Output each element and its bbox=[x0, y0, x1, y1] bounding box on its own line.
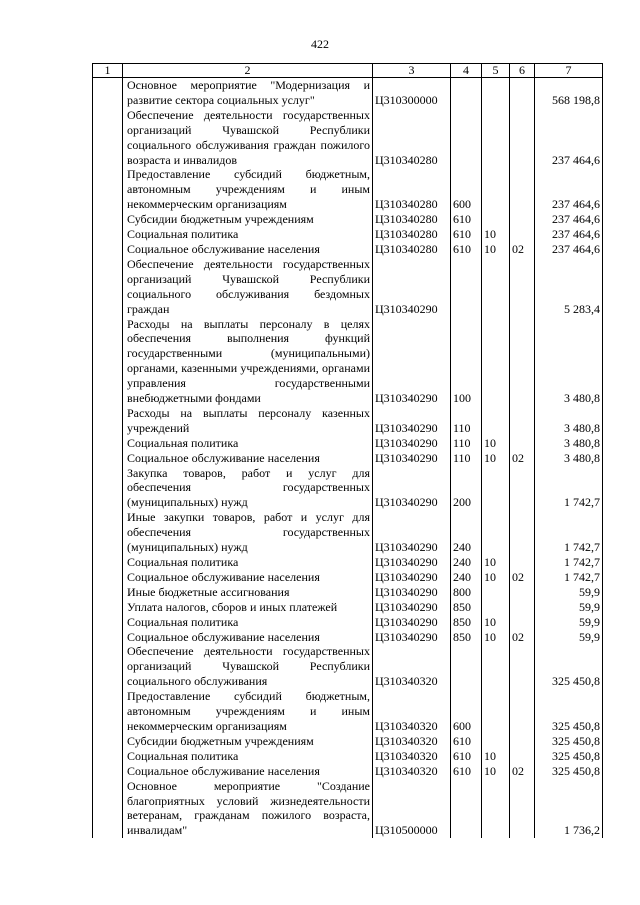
target-article-code: Ц310340290 bbox=[373, 406, 451, 436]
section-code bbox=[482, 466, 510, 511]
amount: 1 742,7 bbox=[535, 555, 603, 570]
row-number-cell bbox=[93, 630, 123, 645]
amount: 5 283,4 bbox=[535, 257, 603, 317]
expense-type-code: 110 bbox=[451, 451, 482, 466]
target-article-code: Ц310340320 bbox=[373, 689, 451, 734]
expense-name: Социальное обслуживание населения bbox=[123, 630, 373, 645]
amount: 325 450,8 bbox=[535, 734, 603, 749]
expense-type-code: 610 bbox=[451, 242, 482, 257]
column-number: 1 bbox=[93, 64, 123, 78]
subsection-code: 02 bbox=[510, 451, 535, 466]
section-code: 10 bbox=[482, 436, 510, 451]
row-number-cell bbox=[93, 406, 123, 436]
table-row bbox=[93, 764, 603, 779]
column-number: 2 bbox=[123, 64, 373, 78]
amount: 325 450,8 bbox=[535, 764, 603, 779]
subsection-code bbox=[510, 555, 535, 570]
expense-name: Социальная политика bbox=[123, 436, 373, 451]
subsection-code bbox=[510, 615, 535, 630]
section-code: 10 bbox=[482, 749, 510, 764]
expense-name: Иные бюджетные ассигнования bbox=[123, 585, 373, 600]
subsection-code bbox=[510, 689, 535, 734]
target-article-code: Ц310340280 bbox=[373, 108, 451, 168]
table-body bbox=[93, 78, 603, 839]
section-code bbox=[482, 78, 510, 108]
target-article-code: Ц310340280 bbox=[373, 167, 451, 212]
expense-type-code bbox=[451, 108, 482, 168]
section-code bbox=[482, 644, 510, 689]
row-number-cell bbox=[93, 227, 123, 242]
table-row bbox=[93, 615, 603, 630]
expense-name: Социальное обслуживание населения bbox=[123, 451, 373, 466]
amount: 237 464,6 bbox=[535, 227, 603, 242]
row-number-cell bbox=[93, 242, 123, 257]
amount: 59,9 bbox=[535, 585, 603, 600]
table-row bbox=[93, 555, 603, 570]
target-article-code: Ц310340290 bbox=[373, 555, 451, 570]
expense-type-code: 110 bbox=[451, 436, 482, 451]
expense-name: Обеспечение деятельности государственных организаций Чувашской Республики социального обслуживания бездомных граждан bbox=[123, 257, 373, 317]
expense-type-code: 610 bbox=[451, 764, 482, 779]
amount: 3 480,8 bbox=[535, 436, 603, 451]
section-code bbox=[482, 734, 510, 749]
target-article-code: Ц310340280 bbox=[373, 242, 451, 257]
amount: 237 464,6 bbox=[535, 242, 603, 257]
expense-type-code: 100 bbox=[451, 317, 482, 406]
section-code: 10 bbox=[482, 630, 510, 645]
table-row bbox=[93, 466, 603, 511]
amount: 237 464,6 bbox=[535, 108, 603, 168]
amount: 59,9 bbox=[535, 600, 603, 615]
subsection-code: 02 bbox=[510, 630, 535, 645]
expense-type-code: 240 bbox=[451, 555, 482, 570]
row-number-cell bbox=[93, 257, 123, 317]
expense-type-code: 600 bbox=[451, 167, 482, 212]
section-code: 10 bbox=[482, 227, 510, 242]
row-number-cell bbox=[93, 779, 123, 839]
subsection-code bbox=[510, 406, 535, 436]
row-number-cell bbox=[93, 451, 123, 466]
amount: 1 742,7 bbox=[535, 510, 603, 555]
section-code bbox=[482, 257, 510, 317]
expense-name: Основное мероприятие "Модернизация и развитие сектора социальных услуг" bbox=[123, 78, 373, 108]
table-row bbox=[93, 749, 603, 764]
target-article-code: Ц310340290 bbox=[373, 257, 451, 317]
target-article-code: Ц310340290 bbox=[373, 615, 451, 630]
expense-type-code: 110 bbox=[451, 406, 482, 436]
target-article-code: Ц310340290 bbox=[373, 510, 451, 555]
subsection-code bbox=[510, 257, 535, 317]
expense-type-code: 200 bbox=[451, 466, 482, 511]
expense-name: Субсидии бюджетным учреждениям bbox=[123, 212, 373, 227]
amount: 325 450,8 bbox=[535, 689, 603, 734]
table-row bbox=[93, 167, 603, 212]
subsection-code bbox=[510, 167, 535, 212]
subsection-code bbox=[510, 227, 535, 242]
subsection-code bbox=[510, 734, 535, 749]
amount: 3 480,8 bbox=[535, 406, 603, 436]
section-code: 10 bbox=[482, 555, 510, 570]
target-article-code: Ц310300000 bbox=[373, 78, 451, 108]
target-article-code: Ц310340320 bbox=[373, 734, 451, 749]
target-article-code: Ц310340320 bbox=[373, 764, 451, 779]
table-row bbox=[93, 406, 603, 436]
row-number-cell bbox=[93, 108, 123, 168]
table-row bbox=[93, 570, 603, 585]
expense-name: Обеспечение деятельности государственных организаций Чувашской Республики социального обслуживания bbox=[123, 644, 373, 689]
expense-name: Расходы на выплаты персоналу казенных учреждений bbox=[123, 406, 373, 436]
target-article-code: Ц310340290 bbox=[373, 451, 451, 466]
expense-name: Социальное обслуживание населения bbox=[123, 764, 373, 779]
expense-type-code bbox=[451, 779, 482, 839]
table-row bbox=[93, 227, 603, 242]
row-number-cell bbox=[93, 600, 123, 615]
column-number: 6 bbox=[510, 64, 535, 78]
table-row bbox=[93, 630, 603, 645]
section-code: 10 bbox=[482, 242, 510, 257]
subsection-code bbox=[510, 436, 535, 451]
expense-type-code: 610 bbox=[451, 734, 482, 749]
table-row bbox=[93, 779, 603, 839]
amount: 1 736,2 bbox=[535, 779, 603, 839]
expense-name: Основное мероприятие "Создание благоприятных условий жизнедеятельности ветеранам, гражданам пожилого возраста, инвалидам" bbox=[123, 779, 373, 839]
row-number-cell bbox=[93, 734, 123, 749]
table-row bbox=[93, 600, 603, 615]
table-row bbox=[93, 78, 603, 108]
expense-name: Закупка товаров, работ и услуг для обеспечения государственных (муниципальных) нужд bbox=[123, 466, 373, 511]
amount: 237 464,6 bbox=[535, 212, 603, 227]
expense-type-code: 240 bbox=[451, 510, 482, 555]
row-number-cell bbox=[93, 615, 123, 630]
row-number-cell bbox=[93, 510, 123, 555]
expense-name: Предоставление субсидий бюджетным, автономным учреждениям и иным некоммерческим организациям bbox=[123, 167, 373, 212]
amount: 237 464,6 bbox=[535, 167, 603, 212]
target-article-code: Ц310340290 bbox=[373, 317, 451, 406]
target-article-code: Ц310500000 bbox=[373, 779, 451, 839]
subsection-code: 02 bbox=[510, 764, 535, 779]
section-code: 10 bbox=[482, 570, 510, 585]
expense-type-code: 850 bbox=[451, 600, 482, 615]
expense-type-code: 850 bbox=[451, 615, 482, 630]
table-row bbox=[93, 242, 603, 257]
target-article-code: Ц310340280 bbox=[373, 212, 451, 227]
table-row bbox=[93, 212, 603, 227]
expense-name: Предоставление субсидий бюджетным, автономным учреждениям и иным некоммерческим организациям bbox=[123, 689, 373, 734]
section-code: 10 bbox=[482, 451, 510, 466]
row-number-cell bbox=[93, 167, 123, 212]
expense-type-code bbox=[451, 257, 482, 317]
amount: 3 480,8 bbox=[535, 451, 603, 466]
table-row bbox=[93, 644, 603, 689]
row-number-cell bbox=[93, 585, 123, 600]
subsection-code bbox=[510, 78, 535, 108]
column-number-row bbox=[93, 64, 603, 78]
row-number-cell bbox=[93, 78, 123, 108]
expense-name: Обеспечение деятельности государственных организаций Чувашской Республики социального обслуживания граждан пожилого возраста и инвалидов bbox=[123, 108, 373, 168]
target-article-code: Ц310340290 bbox=[373, 630, 451, 645]
expense-type-code: 240 bbox=[451, 570, 482, 585]
target-article-code: Ц310340290 bbox=[373, 570, 451, 585]
subsection-code: 02 bbox=[510, 570, 535, 585]
budget-table bbox=[92, 63, 603, 838]
table-row bbox=[93, 451, 603, 466]
row-number-cell bbox=[93, 466, 123, 511]
expense-type-code: 800 bbox=[451, 585, 482, 600]
amount: 1 742,7 bbox=[535, 466, 603, 511]
amount: 59,9 bbox=[535, 630, 603, 645]
target-article-code: Ц310340320 bbox=[373, 644, 451, 689]
expense-name: Расходы на выплаты персоналу в целях обеспечения выполнения функций государственными (муниципальными) органами, казенными учреждениями, органами управления государственными внебюджетными фондами bbox=[123, 317, 373, 406]
row-number-cell bbox=[93, 317, 123, 406]
section-code bbox=[482, 406, 510, 436]
expense-name: Социальная политика bbox=[123, 749, 373, 764]
subsection-code bbox=[510, 466, 535, 511]
subsection-code bbox=[510, 212, 535, 227]
row-number-cell bbox=[93, 749, 123, 764]
section-code bbox=[482, 317, 510, 406]
target-article-code: Ц310340280 bbox=[373, 227, 451, 242]
section-code bbox=[482, 585, 510, 600]
expense-name: Социальная политика bbox=[123, 227, 373, 242]
subsection-code bbox=[510, 510, 535, 555]
subsection-code: 02 bbox=[510, 242, 535, 257]
amount: 325 450,8 bbox=[535, 749, 603, 764]
expense-type-code: 600 bbox=[451, 689, 482, 734]
section-code bbox=[482, 212, 510, 227]
subsection-code bbox=[510, 585, 535, 600]
subsection-code bbox=[510, 108, 535, 168]
subsection-code bbox=[510, 779, 535, 839]
target-article-code: Ц310340290 bbox=[373, 466, 451, 511]
expense-name: Субсидии бюджетным учреждениям bbox=[123, 734, 373, 749]
subsection-code bbox=[510, 600, 535, 615]
target-article-code: Ц310340320 bbox=[373, 749, 451, 764]
table-row bbox=[93, 689, 603, 734]
column-number: 3 bbox=[373, 64, 451, 78]
expense-name: Социальное обслуживание населения bbox=[123, 570, 373, 585]
expense-type-code bbox=[451, 644, 482, 689]
expense-type-code: 610 bbox=[451, 212, 482, 227]
expense-type-code: 610 bbox=[451, 749, 482, 764]
row-number-cell bbox=[93, 689, 123, 734]
section-code bbox=[482, 600, 510, 615]
column-number: 4 bbox=[451, 64, 482, 78]
expense-name: Уплата налогов, сборов и иных платежей bbox=[123, 600, 373, 615]
table-row bbox=[93, 317, 603, 406]
amount: 325 450,8 bbox=[535, 644, 603, 689]
expense-name: Иные закупки товаров, работ и услуг для обеспечения государственных (муниципальных) нужд bbox=[123, 510, 373, 555]
table-row bbox=[93, 510, 603, 555]
row-number-cell bbox=[93, 644, 123, 689]
amount: 59,9 bbox=[535, 615, 603, 630]
page-number: 422 bbox=[311, 37, 329, 51]
table-row bbox=[93, 108, 603, 168]
row-number-cell bbox=[93, 212, 123, 227]
row-number-cell bbox=[93, 570, 123, 585]
amount: 1 742,7 bbox=[535, 570, 603, 585]
column-number: 5 bbox=[482, 64, 510, 78]
row-number-cell bbox=[93, 764, 123, 779]
section-code: 10 bbox=[482, 764, 510, 779]
amount: 3 480,8 bbox=[535, 317, 603, 406]
subsection-code bbox=[510, 317, 535, 406]
expense-name: Социальная политика bbox=[123, 555, 373, 570]
section-code: 10 bbox=[482, 615, 510, 630]
table-row bbox=[93, 436, 603, 451]
section-code bbox=[482, 689, 510, 734]
target-article-code: Ц310340290 bbox=[373, 436, 451, 451]
subsection-code bbox=[510, 749, 535, 764]
expense-name: Социальная политика bbox=[123, 615, 373, 630]
target-article-code: Ц310340290 bbox=[373, 600, 451, 615]
row-number-cell bbox=[93, 436, 123, 451]
amount: 568 198,8 bbox=[535, 78, 603, 108]
subsection-code bbox=[510, 644, 535, 689]
target-article-code: Ц310340290 bbox=[373, 585, 451, 600]
table-row bbox=[93, 585, 603, 600]
section-code bbox=[482, 108, 510, 168]
table-row bbox=[93, 734, 603, 749]
expense-type-code: 610 bbox=[451, 227, 482, 242]
section-code bbox=[482, 510, 510, 555]
expense-type-code: 850 bbox=[451, 630, 482, 645]
table-row bbox=[93, 257, 603, 317]
section-code bbox=[482, 167, 510, 212]
expense-name: Социальное обслуживание населения bbox=[123, 242, 373, 257]
column-number: 7 bbox=[535, 64, 603, 78]
row-number-cell bbox=[93, 555, 123, 570]
expense-type-code bbox=[451, 78, 482, 108]
section-code bbox=[482, 779, 510, 839]
